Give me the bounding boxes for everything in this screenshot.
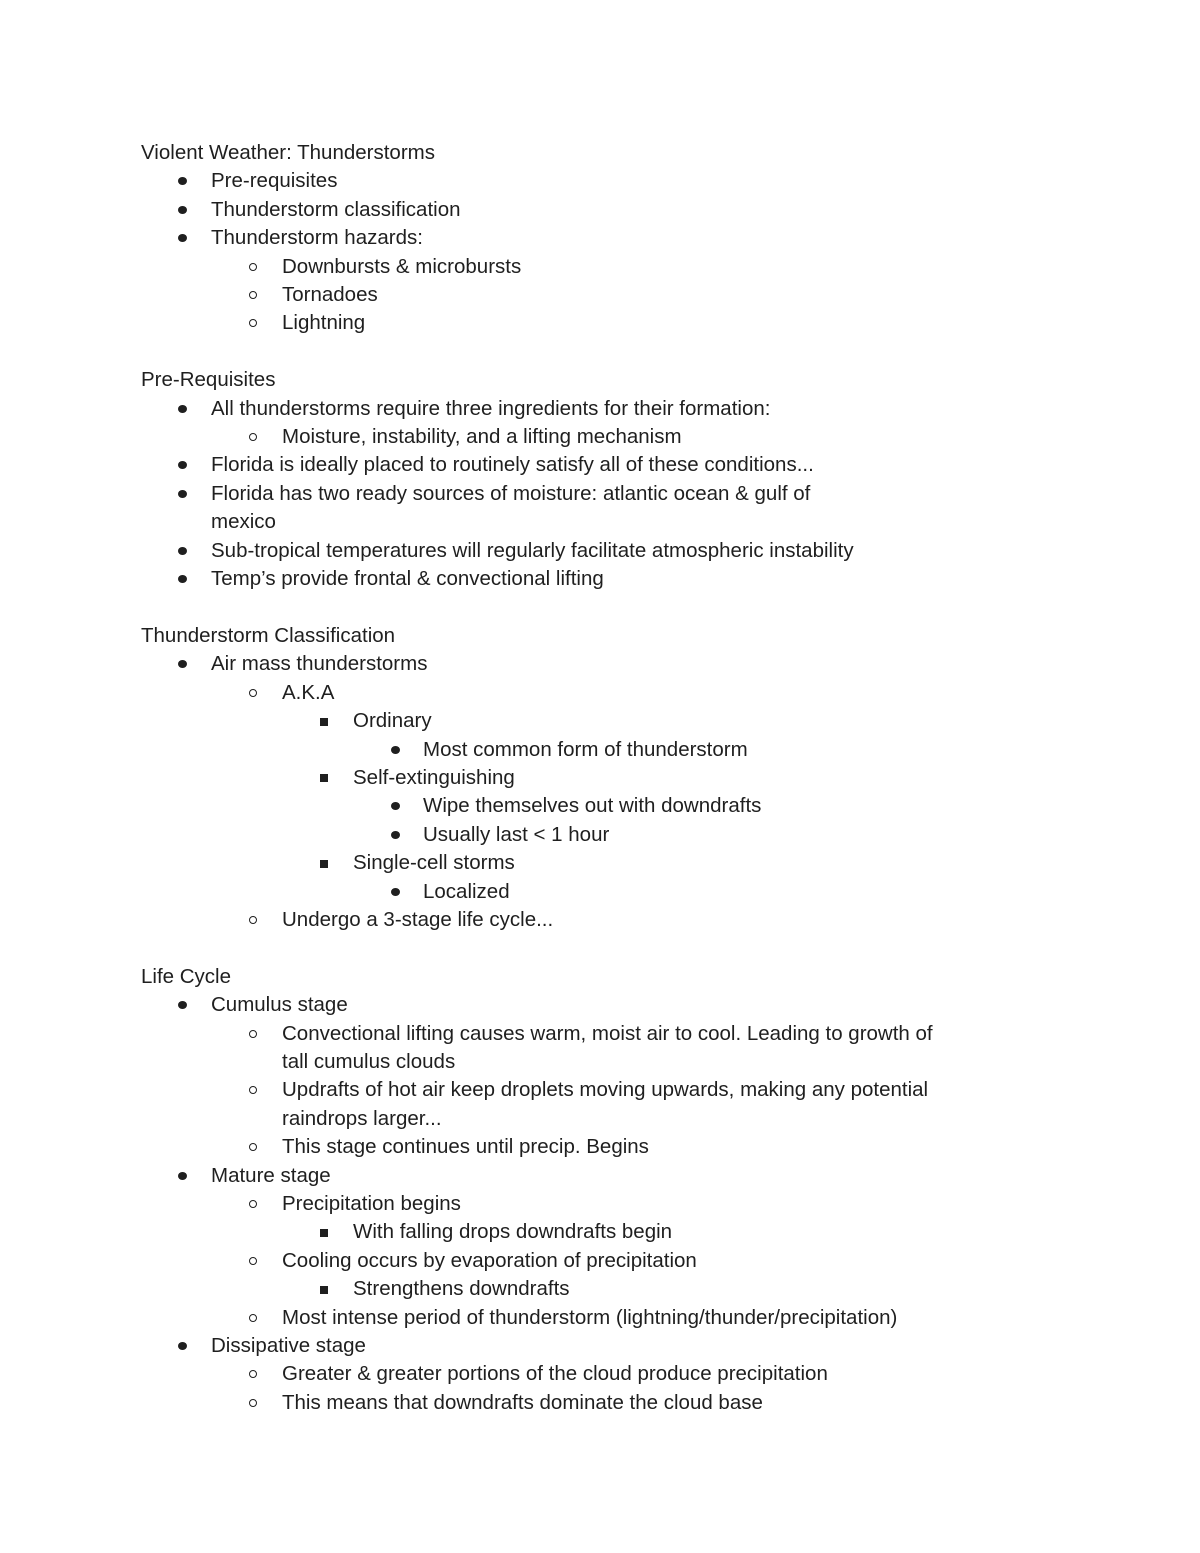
list-item-text: Thunderstorm hazards: [211,226,423,250]
list-item [141,1162,1101,1190]
list-item-text: Tornadoes [282,283,378,307]
nested-list [141,736,1101,764]
disc-bullet-icon [391,888,400,896]
section [141,963,1101,1418]
square-bullet-icon [320,718,328,726]
circle-bullet-icon [249,916,257,924]
list-item [141,1218,1101,1246]
nested-list [141,1190,1101,1332]
bullet-list-level-2 [141,1190,1101,1332]
list-item-text: Florida has two ready sources of moisture: atlantic ocean & gulf of mexico [211,481,811,534]
disc-bullet-icon [391,802,400,810]
list-item [141,537,1101,565]
disc-bullet-icon [391,746,400,754]
list-item [141,650,1101,678]
bullet-list-level-2 [141,253,1101,338]
list-item-text: Air mass thunderstorms [211,652,428,676]
list-item [141,792,1101,820]
section-heading: Life Cycle [141,964,232,988]
nested-list [141,1218,1101,1246]
circle-bullet-icon [249,291,257,299]
list-item-text: A.K.A [282,680,335,704]
list-item [141,736,1101,764]
section-heading: Violent Weather: Thunderstorms [141,141,435,164]
list-item [141,423,1101,451]
list-item-text: Localized [423,879,510,903]
list-item-text: All thunderstorms require three ingredients for their formation: [211,396,771,420]
section [141,139,1101,338]
circle-bullet-icon [249,263,257,271]
list-item [141,1247,1101,1275]
nested-list [141,679,1101,935]
list-item-text: Self-extinguishing [353,765,515,789]
nested-list [141,1360,1101,1417]
list-item [141,1389,1101,1417]
list-item [141,1190,1101,1218]
section [141,366,1101,593]
list-item [141,1332,1101,1360]
list-item-text: Ordinary [353,709,432,733]
list-item-text: This means that downdrafts dominate the cloud base [282,1390,763,1414]
circle-bullet-icon [249,1086,257,1094]
list-item-text: Downbursts & microbursts [282,254,522,278]
document-body [141,139,1101,1417]
disc-bullet-icon [178,660,187,668]
circle-bullet-icon [249,319,257,327]
circle-bullet-icon [249,1399,257,1407]
nested-list [141,1275,1101,1303]
list-item-text: Cumulus stage [211,993,348,1017]
list-item [141,821,1101,849]
list-item [141,679,1101,707]
circle-bullet-icon [249,1314,257,1322]
list-item-text: Cooling occurs by evaporation of precipitation [282,1248,697,1272]
list-item [141,395,1101,423]
disc-bullet-icon [178,1001,187,1009]
list-item [141,1275,1101,1303]
list-item [141,707,1101,735]
nested-list [141,253,1101,338]
list-item-text: Undergo a 3-stage life cycle... [282,907,554,931]
disc-bullet-icon [178,177,187,185]
list-item-text: Lightning [282,311,366,335]
bullet-list-level-4 [141,736,1101,764]
list-item-text: Temp’s provide frontal & convectional lifting [211,567,604,591]
list-item-text: Moisture, instability, and a lifting mechanism [282,425,682,449]
list-item [141,167,1101,195]
list-item [141,480,1101,537]
bullet-list-level-3 [141,1218,1101,1246]
section [141,622,1101,934]
disc-bullet-icon [178,547,187,555]
nested-list [141,792,1101,849]
list-item [141,1020,1101,1077]
list-item-text: Pre-requisites [211,169,338,193]
list-item [141,991,1101,1019]
list-item [141,878,1101,906]
circle-bullet-icon [249,1257,257,1265]
list-item-text: Dissipative stage [211,1334,366,1358]
list-item [141,281,1101,309]
circle-bullet-icon [249,1030,257,1038]
circle-bullet-icon [249,1143,257,1151]
disc-bullet-icon [178,1172,187,1180]
nested-list [141,707,1101,906]
square-bullet-icon [320,1229,328,1237]
bullet-list-level-3 [141,1275,1101,1303]
disc-bullet-icon [178,1342,187,1350]
list-item-text: Florida is ideally placed to routinely satisfy all of these conditions... [211,453,814,477]
disc-bullet-icon [178,206,187,214]
list-item-text: Mature stage [211,1163,331,1187]
disc-bullet-icon [178,461,187,469]
bullet-list-level-4 [141,792,1101,849]
list-item-text: Precipitation begins [282,1191,461,1215]
square-bullet-icon [320,774,328,782]
list-item [141,451,1101,479]
bullet-list-level-1 [141,650,1101,934]
circle-bullet-icon [249,433,257,441]
circle-bullet-icon [249,689,257,697]
list-item-text: Greater & greater portions of the cloud produce precipitation [282,1362,828,1386]
bullet-list-level-4 [141,878,1101,906]
list-item-text: Single-cell storms [353,851,515,875]
bullet-list-level-1 [141,991,1101,1417]
nested-list [141,1020,1101,1162]
disc-bullet-icon [178,490,187,498]
list-item [141,764,1101,792]
disc-bullet-icon [178,234,187,242]
list-item [141,1304,1101,1332]
list-item-text: Updrafts of hot air keep droplets moving upwards, making any potential raindrops larger... [282,1078,929,1130]
bullet-list-level-2 [141,1360,1101,1417]
list-item-text: Sub-tropical temperatures will regularly facilitate atmospheric instability [211,538,854,562]
list-item-text: Convectional lifting causes warm, moist air to cool. Leading to growth of tall cumulus clouds [282,1021,933,1073]
list-item [141,309,1101,337]
bullet-list-level-2 [141,679,1101,935]
list-item [141,1133,1101,1161]
nested-list [141,423,1101,451]
bullet-list-level-1 [141,167,1101,337]
list-item-text: With falling drops downdrafts begin [353,1220,673,1244]
circle-bullet-icon [249,1200,257,1208]
list-item [141,224,1101,252]
list-item [141,253,1101,281]
bullet-list-level-2 [141,1020,1101,1162]
list-item-text: This stage continues until precip. Begins [282,1135,649,1159]
list-item-text: Usually last < 1 hour [423,822,610,846]
nested-list [141,878,1101,906]
bullet-list-level-1 [141,395,1101,594]
list-item [141,1360,1101,1388]
bullet-list-level-2 [141,423,1101,451]
list-item [141,906,1101,934]
list-item [141,1076,1101,1133]
bullet-list-level-3 [141,707,1101,906]
disc-bullet-icon [391,831,400,839]
list-item-text: Thunderstorm classification [211,197,461,221]
circle-bullet-icon [249,1370,257,1378]
square-bullet-icon [320,860,328,868]
list-item [141,849,1101,877]
section-heading: Pre-Requisites [141,368,276,392]
square-bullet-icon [320,1286,328,1294]
list-item [141,196,1101,224]
list-item-text: Most common form of thunderstorm [423,737,748,761]
list-item-text: Wipe themselves out with downdrafts [423,794,762,818]
list-item [141,565,1101,593]
list-item-text: Strengthens downdrafts [353,1277,570,1301]
disc-bullet-icon [178,575,187,583]
list-item-text: Most intense period of thunderstorm (lightning/thunder/precipitation) [282,1305,898,1329]
disc-bullet-icon [178,405,187,413]
section-heading: Thunderstorm Classification [141,623,396,647]
